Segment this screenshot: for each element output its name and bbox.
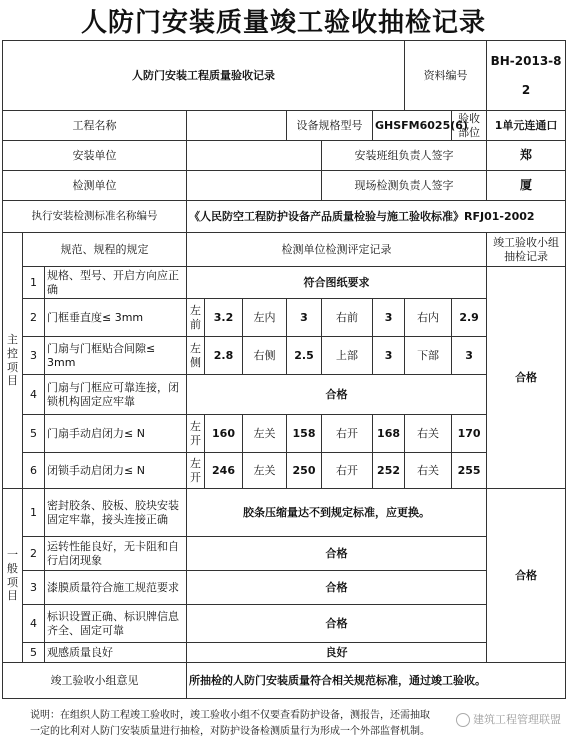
general-sample-result: 合格 <box>487 489 566 663</box>
main-item-text: 门扇手动启闭力≤ N <box>45 415 187 453</box>
footnote-line: 一定的比利对人防门安装质量进行抽检，对防护设备检测质量行为形成一个外部监督机制。 <box>30 726 430 737</box>
measure-position: 左开 <box>187 415 205 453</box>
measure-label: 右侧 <box>243 337 287 375</box>
measure-value: 3 <box>373 299 405 337</box>
doc-no-label: 资料编号 <box>405 41 487 111</box>
part-value: 1单元连通口 <box>487 111 566 141</box>
main-item-no: 2 <box>23 299 45 337</box>
main-item-no: 3 <box>23 337 45 375</box>
general-item-record: 胶条压缩量达不到规定标准，应更换。 <box>187 489 487 537</box>
check-sign-value: 厦 <box>487 171 566 201</box>
install-unit-value[interactable] <box>187 141 322 171</box>
opinion-value: 所抽检的人防门安装质量符合相关规范标准，通过竣工验收。 <box>187 663 566 699</box>
col-record-header: 检测单位检测评定记录 <box>187 233 487 267</box>
check-unit-value[interactable] <box>187 171 322 201</box>
main-item-text: 门扇与门框应可靠连接，闭锁机构固定应牢靠 <box>45 375 187 415</box>
main-item-no: 5 <box>23 415 45 453</box>
general-item-no: 4 <box>23 605 45 643</box>
project-value[interactable] <box>187 111 287 141</box>
measure-label: 右内 <box>405 299 452 337</box>
record-name: 人防门安装工程质量验收记录 <box>3 41 405 111</box>
measure-label: 右关 <box>405 453 452 489</box>
measure-value: 246 <box>205 453 243 489</box>
measure-label: 右开 <box>322 453 373 489</box>
general-item-text: 密封胶条、胶板、胶块安装固定牢靠，接头连接正确 <box>45 489 187 537</box>
project-label: 工程名称 <box>3 111 187 141</box>
measure-label: 上部 <box>322 337 373 375</box>
measure-value: 3 <box>452 337 487 375</box>
measure-value: 3 <box>373 337 405 375</box>
install-unit-label: 安装单位 <box>3 141 187 171</box>
wechat-icon <box>456 713 470 727</box>
check-unit-label: 检测单位 <box>3 171 187 201</box>
footnote-line: 说明：在组织人防工程竣工验收时，竣工验收小组不仅要查看防护设备，测报告，还需抽取 <box>30 710 430 721</box>
standard-value: 《人民防空工程防护设备产品质量检验与施工验收标准》RFJ01-2002 <box>187 201 566 233</box>
page-title: 人防门安装质量竣工验收抽检记录 <box>80 8 486 38</box>
general-item-text: 标识设置正确、标识牌信息齐全、固定可靠 <box>45 605 187 643</box>
general-item-record: 合格 <box>187 537 487 571</box>
check-sign-label: 现场检测负责人签字 <box>322 171 487 201</box>
general-item-record: 合格 <box>187 605 487 643</box>
measure-label: 左关 <box>243 453 287 489</box>
main-item-no: 4 <box>23 375 45 415</box>
measure-value: 3 <box>287 299 322 337</box>
acceptance-form-table <box>2 40 566 699</box>
install-sign-value: 郑 <box>487 141 566 171</box>
measure-position: 左侧 <box>187 337 205 375</box>
measure-value: 2.8 <box>205 337 243 375</box>
main-item-text: 闭锁手动启闭力≤ N <box>45 453 187 489</box>
spec-value: GHSFM6025(6) <box>373 111 452 141</box>
doc-no-value <box>487 41 566 111</box>
watermark: 建筑工程管理联盟 <box>456 711 561 727</box>
general-item-no: 1 <box>23 489 45 537</box>
measure-label: 左内 <box>243 299 287 337</box>
measure-value: 252 <box>373 453 405 489</box>
main-item-text: 规格、型号、开启方向应正确 <box>45 267 187 299</box>
main-item-no: 6 <box>23 453 45 489</box>
general-item-text: 运转性能良好，无卡阻和自行启闭现象 <box>45 537 187 571</box>
general-items-label: 一般项目 <box>3 489 23 663</box>
measure-value: 3.2 <box>205 299 243 337</box>
spec-label: 设备规格型号 <box>287 111 373 141</box>
install-sign-label: 安装班组负责人签字 <box>322 141 487 171</box>
main-item-record: 合格 <box>187 375 487 415</box>
doc-no-line2: 2 <box>521 82 531 97</box>
measure-value: 2.5 <box>287 337 322 375</box>
main-item-text: 门扇与门框贴合间隙≤ 3mm <box>45 337 187 375</box>
opinion-label: 竣工验收小组意见 <box>3 663 187 699</box>
measure-label: 右开 <box>322 415 373 453</box>
measure-position: 左开 <box>187 453 205 489</box>
general-item-record: 良好 <box>187 643 487 663</box>
measure-label: 右前 <box>322 299 373 337</box>
col-sample-header: 竣工验收小组抽检记录 <box>487 233 566 267</box>
main-item-text: 门框垂直度≤ 3mm <box>45 299 187 337</box>
measure-label: 下部 <box>405 337 452 375</box>
measure-value: 2.9 <box>452 299 487 337</box>
general-item-no: 2 <box>23 537 45 571</box>
standard-label: 执行安装检测标准名称编号 <box>3 201 187 233</box>
measure-label: 左关 <box>243 415 287 453</box>
general-item-record: 合格 <box>187 571 487 605</box>
main-items-label: 主控项目 <box>3 233 23 489</box>
main-sample-result: 合格 <box>487 267 566 489</box>
main-item-record: 符合图纸要求 <box>187 267 487 299</box>
general-item-no: 3 <box>23 571 45 605</box>
doc-no-line1: BH-2013-8 <box>490 53 562 68</box>
part-label: 验收部位 <box>452 111 487 141</box>
general-item-no: 5 <box>23 643 45 663</box>
measure-label: 右关 <box>405 415 452 453</box>
general-item-text: 观感质量良好 <box>45 643 187 663</box>
general-item-text: 漆膜质量符合施工规范要求 <box>45 571 187 605</box>
measure-value: 170 <box>452 415 487 453</box>
measure-value: 250 <box>287 453 322 489</box>
measure-position: 左前 <box>187 299 205 337</box>
measure-value: 168 <box>373 415 405 453</box>
measure-value: 158 <box>287 415 322 453</box>
measure-value: 255 <box>452 453 487 489</box>
measure-value: 160 <box>205 415 243 453</box>
col-spec-header: 规范、规程的规定 <box>23 233 187 267</box>
main-item-no: 1 <box>23 267 45 299</box>
